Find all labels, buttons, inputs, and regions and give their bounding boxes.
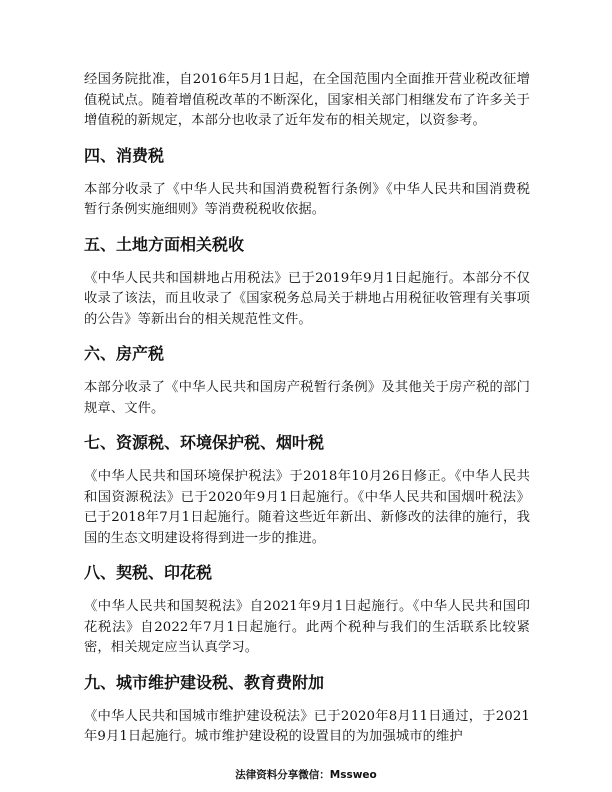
section-heading: 七、资源税、环境保护税、烟叶税 [84,433,325,452]
section-deed-stamp-tax [84,561,530,659]
section-heading: 四、消费税 [84,145,165,165]
section-paragraph: 本部分收录了《中华人民共和国房产税暂行条例》及其他关于房产税的部门规章、文件。 [84,380,530,416]
intro-paragraph: 经国务院批准，自2016年5月1日起，在全国范围内全面推开营业税改征增值税试点。随着增值税改革的不断深化，国家相关部门相继发布了许多关于增值税的新规定，本部分也收录了近年发布的相关规定，以资参考。 [84,72,530,128]
section-paragraph: 《中华人民共和国环境保护税法》于2018年10月26日修正。《中华人民共和国资源税法》已于2020年9月1日起施行。《中华人民共和国烟叶税法》已于2018年7月1日起施行。随着这些近年新出、新修改的法律的施行，我国的生态文明建设将得到进一步的推进。 [84,469,530,546]
page-footer: 法律资料分享微信：Mssweo [235,769,377,781]
section-property-tax [84,342,530,419]
section-heading: 八、契税、印花税 [84,563,213,582]
section-urban-maintenance-education-tax [84,671,530,748]
section-paragraph: 《中华人民共和国契税法》自2021年9月1日起施行。《中华人民共和国印花税法》自2022年7月1日起施行。此两个税种与我们的生活联系比较紧密，相关规定应当认真学习。 [84,599,530,655]
document-body [84,70,530,748]
section-paragraph: 本部分收录了《中华人民共和国消费税暂行条例》《中华人民共和国消费税暂行条例实施细则》等消费税税收依据。 [84,181,530,217]
section-resource-environment-tobacco-tax [84,431,530,549]
section-consumption-tax [84,144,530,221]
section-heading: 九、城市维护建设税、教育费附加 [84,672,325,692]
section-paragraph: 《中华人民共和国城市维护建设税法》已于2020年8月11日通过，于2021年9月1日起施行。城市维护建设税的设置目的为加强城市的维护 [84,708,530,744]
section-paragraph: 《中华人民共和国耕地占用税法》已于2019年9月1日起施行。本部分不仅收录了该法，而且收录了《国家税务总局关于耕地占用税征收管理有关事项的公告》等新出台的相关规范性文件。 [84,270,530,327]
section-heading: 五、土地方面相关税收 [84,234,245,254]
section-heading: 六、房产税 [84,344,165,363]
section-land-taxes [84,233,530,331]
